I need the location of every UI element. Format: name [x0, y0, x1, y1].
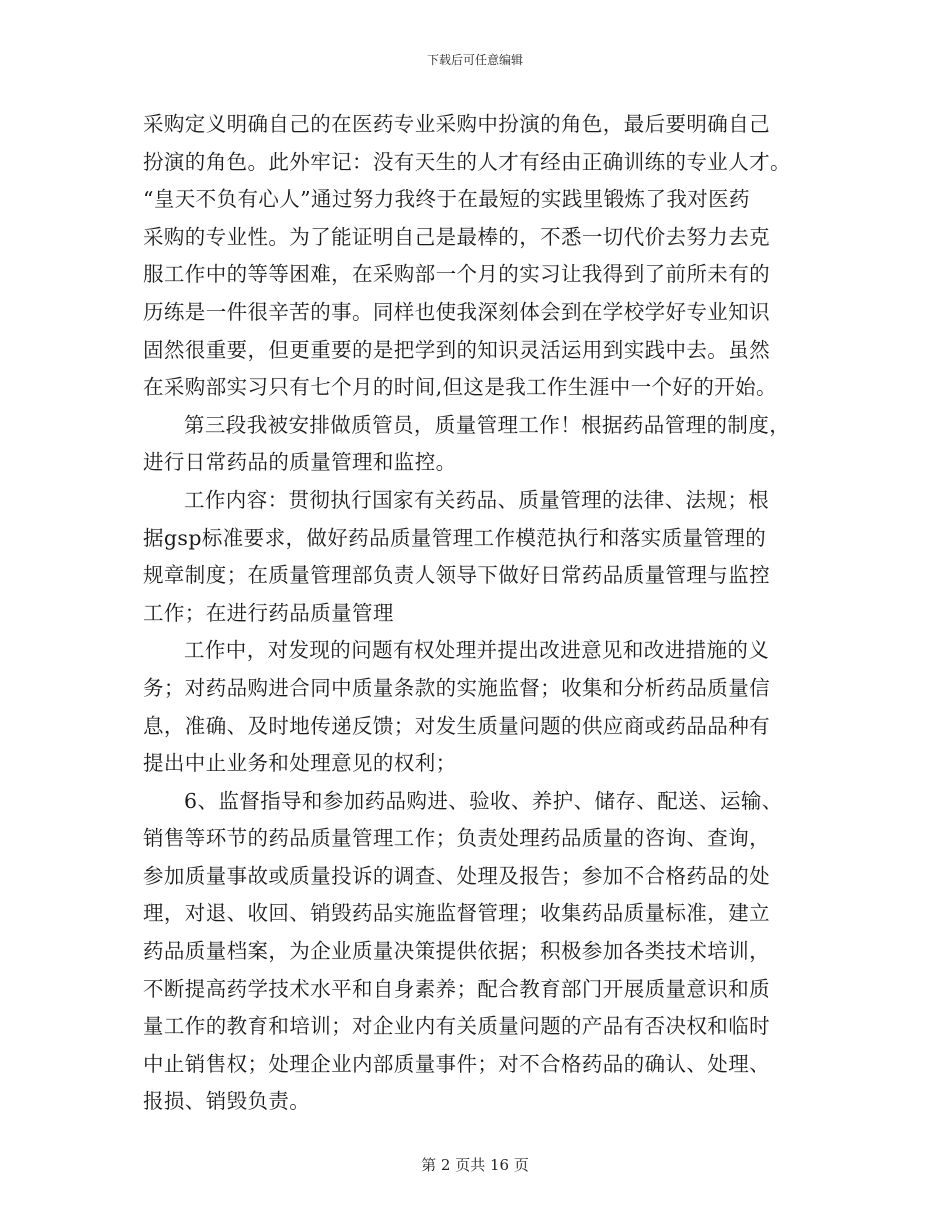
text-line: 扮演的角色。此外牢记：没有天生的人才有经由正确训练的专业人才。	[143, 149, 791, 174]
text-line: 服工作中的等等困难，在采购部一个月的实习让我得到了前所未有的	[143, 262, 770, 287]
text-line: “皇天不负有心人”通过努力我终于在最短的实践里锻炼了我对医药	[143, 187, 750, 212]
text-line: 据gsp标准要求，做好药品质量管理工作模范执行和落实质量管理的	[143, 525, 767, 550]
text-line: 量工作的教育和培训；对企业内有关质量问题的产品有否决权和临时	[143, 1014, 770, 1039]
paragraph-first-line: 第三段我被安排做质管员，质量管理工作！根据药品管理的制度，	[184, 412, 791, 437]
page-header: 下载后可任意编辑	[426, 53, 523, 67]
text-line: 工作；在进行药品质量管理	[143, 600, 394, 625]
text-line: 参加质量事故或质量投诉的调查、处理及报告；参加不合格药品的处	[143, 863, 770, 888]
document-body	[143, 106, 811, 1121]
text-line: 规章制度；在质量管理部负责人领导下做好日常药品质量管理与监控	[143, 563, 770, 588]
text-line: 提出中止业务和处理意见的权利；	[143, 751, 457, 776]
text-line: 历练是一件很辛苦的事。同样也使我深刻体会到在学校学好专业知识	[143, 299, 770, 324]
text-line: 固然很重要，但更重要的是把学到的知识灵活运用到实践中去。虽然	[143, 337, 770, 362]
paragraph-first-line: 工作内容：贯彻执行国家有关药品、质量管理的法律、法规；根	[184, 487, 770, 512]
text-line: 报损、销毁负责。	[143, 1089, 311, 1114]
text-line: 务；对药品购进合同中质量条款的实施监督；收集和分析药品质量信	[143, 675, 770, 700]
text-line: 采购定义明确自己的在医药专业采购中扮演的角色，最后要明确自己	[143, 112, 770, 136]
text-line: 不断提高药学技术水平和自身素养；配合教育部门开展质量意识和质	[143, 976, 770, 1001]
paragraph-first-line: 6、监督指导和参加药品购进、验收、养护、储存、配送、运输、	[184, 788, 783, 813]
text-line: 中止销售权；处理企业内部质量事件；对不合格药品的确认、处理、	[143, 1051, 770, 1076]
text-line: 息，准确、及时地传递反馈；对发生质量问题的供应商或药品品种有	[143, 713, 770, 738]
text-line: 在采购部实习只有七个月的时间,但这是我工作生涯中一个好的开始。	[143, 375, 777, 400]
text-line: 理，对退、收回、销毁药品实施监督管理；收集药品质量标准，建立	[143, 901, 770, 926]
text-line: 销售等环节的药品质量管理工作；负责处理药品质量的咨询、查询，	[143, 826, 770, 851]
text-line: 进行日常药品的质量管理和监控。	[143, 450, 457, 475]
text-line: 采购的专业性。为了能证明自己是最棒的，不悉一切代价去努力去克	[143, 224, 770, 249]
paragraph-first-line: 工作中，对发现的问题有权处理并提出改进意见和改进措施的义	[184, 638, 770, 663]
page-number-footer: 第 2 页共 16 页	[421, 1156, 529, 1174]
text-line: 药品质量档案，为企业质量决策提供依据；积极参加各类技术培训，	[143, 939, 770, 964]
